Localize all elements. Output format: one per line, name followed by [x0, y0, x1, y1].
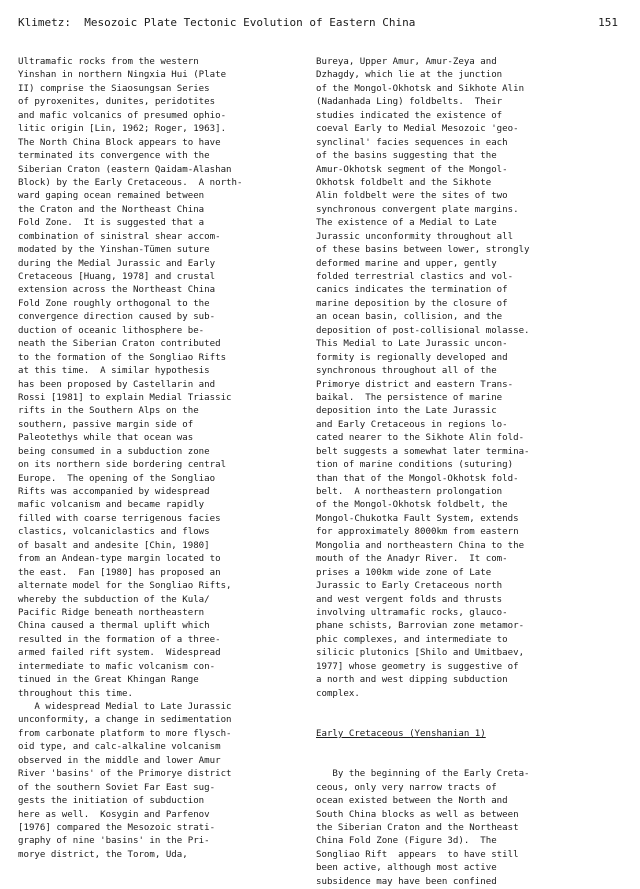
blank-line	[316, 701, 622, 714]
text-line: Siberian Craton (eastern Qaidam-Alashan	[18, 164, 232, 175]
blank-line	[316, 755, 622, 768]
text-line: China caused a thermal uplift which	[18, 621, 210, 632]
text-line: deformed marine and upper, gently	[316, 258, 497, 269]
text-line: morye district, the Torom, Uda,	[18, 849, 188, 860]
text-line: cated nearer to the Sikhote Alin fold-	[316, 433, 525, 444]
text-line: deposition of post-collisional molasse.	[316, 325, 530, 336]
text-line: River 'basins' of the Primorye district	[18, 769, 232, 780]
text-line: and mafic volcanics of presumed ophio-	[18, 110, 227, 121]
text-line: Cretaceous [Huang, 1978] and crustal	[18, 272, 216, 282]
text-line: of pyroxenites, dunites, peridotites	[18, 97, 216, 108]
running-title: Klimetz: Mesozoic Plate Tectonic Evolution of Eastern China	[18, 16, 416, 29]
text-line: Ultramafic rocks from the western	[18, 57, 199, 67]
text-line: an ocean basin, collision, and the	[316, 312, 503, 323]
text-line: of the southern Soviet Far East sug-	[18, 782, 216, 793]
text-line: being consumed in a subduction zone	[18, 446, 210, 457]
text-line: marine deposition by the closure of	[316, 298, 508, 309]
text-line: a north and west dipping subduction	[316, 675, 508, 686]
section-heading: Early Cretaceous (Yenshanian 1)	[316, 728, 486, 739]
text-line: 1977] whose geometry is suggestive of	[316, 661, 519, 672]
text-line: and west vergent folds and thrusts	[316, 594, 503, 605]
page-number: 151	[598, 16, 618, 29]
text-line: [1976] compared the Mesozoic strati-	[18, 822, 216, 833]
text-line: during the Medial Jurassic and Early	[18, 258, 216, 269]
text-line: graphy of nine 'basins' in the Pri-	[18, 836, 210, 847]
text-line: A widespread Medial to Late Jurassic	[18, 702, 232, 712]
text-line: Pacific Ridge beneath northeastern	[18, 607, 205, 618]
text-line: than that of the Mongol-Okhotsk fold-	[316, 473, 519, 484]
text-line: tion of marine conditions (suturing)	[316, 460, 514, 471]
text-line: canics indicates the termination of	[316, 285, 508, 296]
text-line: Paleotethys while that ocean was	[18, 433, 194, 444]
text-line: unconformity, a change in sedimentation	[18, 715, 232, 726]
text-line: Jurassic unconformity throughout all	[316, 231, 514, 242]
text-line: oid type, and calc-alkaline volcanism	[18, 742, 221, 753]
text-line: complex.	[316, 688, 360, 699]
text-line: duction of oceanic lithosphere be-	[18, 325, 205, 336]
text-line: This Medial to Late Jurassic uncon-	[316, 339, 508, 350]
text-line: throughout this time.	[18, 688, 133, 699]
text-line: of these basins between lower, strongly	[316, 245, 530, 256]
text-line: Fold Zone roughly orthogonal to the	[18, 298, 210, 309]
text-line: ocean existed between the North and	[316, 796, 508, 807]
text-line: has been proposed by Castellarin and	[18, 379, 216, 390]
text-line: intermediate to mafic volcanism con-	[18, 661, 216, 672]
text-line: Dzhagdy, which lie at the junction	[316, 70, 503, 81]
text-line: filled with coarse terrigenous facies	[18, 513, 221, 524]
text-line: to the formation of the Songliao Rifts	[18, 352, 227, 363]
text-line: phane schists, Barrovian zone metamor-	[316, 621, 525, 632]
text-line: Mongolia and northeastern China to the	[316, 540, 525, 551]
text-line: on its northern side bordering central	[18, 460, 227, 471]
text-line: the Siberian Craton and the Northeast	[316, 822, 519, 833]
text-line: Yinshan in northern Ningxia Hui (Plate	[18, 70, 227, 81]
text-line: southern, passive margin side of	[18, 419, 194, 430]
text-line: formity is regionally developed and	[316, 352, 508, 363]
text-line: observed in the middle and lower Amur	[18, 755, 221, 766]
text-line: (Nadanhada Ling) foldbelts. Their	[316, 97, 503, 108]
text-line: Rossi [1981] to explain Medial Triassic	[18, 392, 232, 403]
text-line: Fold Zone. It is suggested that a	[18, 218, 205, 229]
text-line: Rifts was accompanied by widespread	[18, 487, 210, 497]
text-line: phic complexes, and intermediate to	[316, 634, 508, 645]
text-line: been active, although most active	[316, 863, 497, 874]
text-line: of the Mongol-Okhotsk and Sikhote Alin	[316, 83, 525, 94]
text-line: Amur-Okhotsk segment of the Mongol-	[316, 164, 508, 175]
text-line: extension across the Northeast China	[18, 285, 216, 296]
text-line: combination of sinistral shear accom-	[18, 231, 221, 242]
text-line: Europe. The opening of the Songliao	[18, 473, 216, 484]
text-line: Songliao Rift appears to have still	[316, 849, 519, 860]
text-line: South China blocks as well as between	[316, 809, 519, 820]
running-header	[18, 14, 618, 32]
text-line: China Fold Zone (Figure 3d). The	[316, 836, 497, 847]
text-line: synchronous convergent plate margins.	[316, 204, 519, 215]
text-line: folded terrestrial clastics and vol-	[316, 272, 514, 282]
text-line: Jurassic to Early Cretaceous north	[316, 581, 503, 592]
text-line: rifts in the Southern Alps on the	[18, 406, 199, 417]
text-line: here as well. Kosygin and Parfenov	[18, 809, 210, 820]
text-line: Bureya, Upper Amur, Amur-Zeya and	[316, 57, 497, 67]
text-line: baikal. The persistence of marine	[316, 392, 503, 403]
text-line: Primorye district and eastern Trans-	[316, 379, 514, 390]
text-line: modated by the Yinshan-Tümen suture	[18, 245, 210, 256]
text-line: prises a 100km wide zone of Late	[316, 567, 492, 578]
text-line: Okhotsk foldbelt and the Sikhote	[316, 177, 492, 188]
text-line: mafic volcanism and became rapidly	[18, 500, 205, 511]
text-line: Alin foldbelt were the sites of two	[316, 191, 508, 202]
text-line: synchronous throughout all of the	[316, 366, 497, 377]
text-line: whereby the subduction of the Kula/	[18, 594, 210, 605]
text-line: ward gaping ocean remained between	[18, 191, 205, 202]
text-line: the Craton and the Northeast China	[18, 204, 205, 215]
text-line: silicic plutonics [Shilo and Umitbaev,	[316, 648, 525, 659]
text-line: involving ultramafic rocks, glauco-	[316, 607, 508, 618]
text-line: deposition into the Late Jurassic	[316, 406, 497, 417]
text-line: Block) by the Early Cretaceous. A north-	[18, 177, 243, 188]
text-line: By the beginning of the Early Creta-	[316, 769, 530, 780]
text-line: Mongol-Chukotka Fault System, extends	[316, 513, 519, 524]
text-line: clastics, volcaniclastics and flows	[18, 527, 210, 538]
blank-line	[316, 714, 622, 727]
text-line: resulted in the formation of a three-	[18, 634, 221, 645]
text-line: subsidence may have been confined	[316, 876, 497, 887]
text-line: belt. A northeastern prolongation	[316, 487, 503, 497]
text-line: ceous, only very narrow tracts of	[316, 782, 497, 793]
text-line: belt suggests a somewhat later termina-	[316, 446, 530, 457]
text-line: of basalt and andesite [Chin, 1980]	[18, 540, 210, 551]
text-line: litic origin [Lin, 1962; Roger, 1963].	[18, 124, 227, 135]
text-line: terminated its convergence with the	[18, 151, 210, 162]
left-text-column	[18, 56, 304, 862]
text-line: from carbonate platform to more flysch-	[18, 728, 232, 739]
text-line: synclinal' facies sequences in each	[316, 137, 508, 148]
text-line: at this time. A similar hypothesis	[18, 366, 210, 377]
text-line: gests the initiation of subduction	[18, 796, 205, 807]
text-line: alternate model for the Songliao Rifts,	[18, 581, 232, 592]
text-line: mouth of the Anadyr River. It com-	[316, 554, 508, 565]
text-line: neath the Siberian Craton contributed	[18, 339, 221, 350]
text-line: armed failed rift system. Widespread	[18, 648, 221, 659]
text-line: for approximately 8000km from eastern	[316, 527, 519, 538]
text-line: II) comprise the Siaosungsan Series	[18, 83, 210, 94]
text-line: of the Mongol-Okhotsk foldbelt, the	[316, 500, 508, 511]
text-line: tinued in the Great Khingan Range	[18, 675, 199, 686]
text-line: The existence of a Medial to Late	[316, 218, 497, 229]
text-line: studies indicated the existence of	[316, 110, 503, 121]
right-text-column	[316, 56, 622, 889]
text-line: from an Andean-type margin located to	[18, 554, 221, 565]
text-line: The North China Block appears to have	[18, 137, 221, 148]
text-line: coeval Early to Medial Mesozoic 'geo-	[316, 124, 519, 135]
text-line: the east. Fan [1980] has proposed an	[18, 567, 221, 578]
text-line: of the basins suggesting that the	[316, 151, 497, 162]
text-line: convergence direction caused by sub-	[18, 312, 216, 323]
blank-line	[316, 741, 622, 754]
text-line: and Early Cretaceous in regions lo-	[316, 419, 508, 430]
